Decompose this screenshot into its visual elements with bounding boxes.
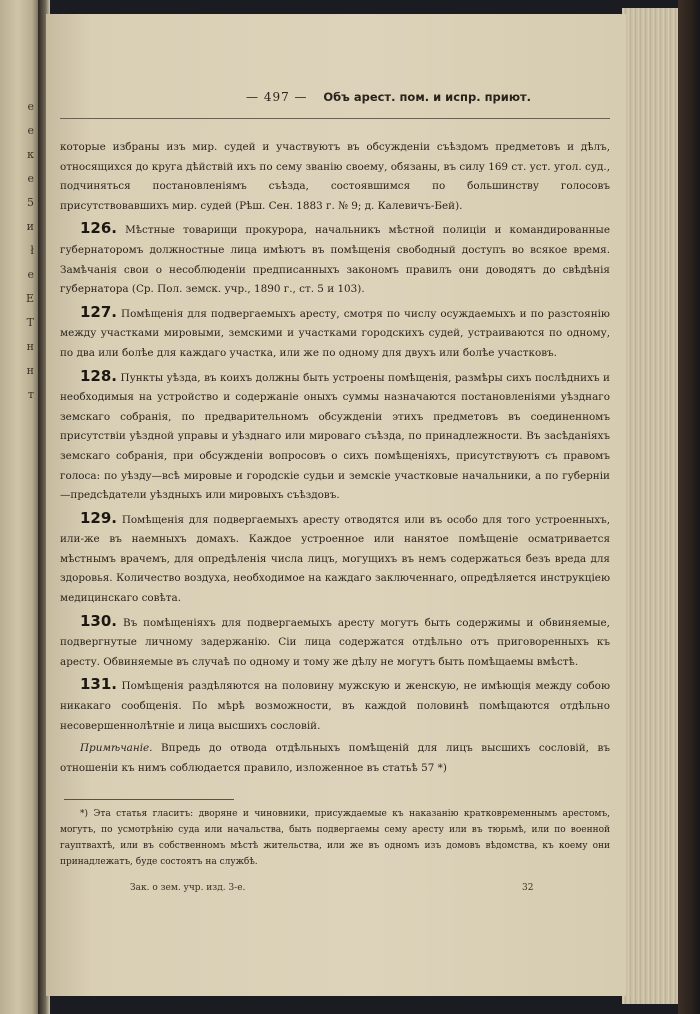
left-page-char: к: [27, 148, 34, 161]
article-paragraph: [60, 675, 610, 736]
signature-number: 32: [522, 883, 534, 893]
left-page-char: н: [26, 340, 34, 353]
article-number: 130.: [80, 611, 118, 630]
left-page-char: Е: [25, 292, 34, 305]
signature-mark: Зак. о зем. учр. изд. 3-е.: [130, 883, 246, 893]
paragraph-text: Помѣщенія для подвергаемыхъ аресту, смотря по числу осуждаемыхъ и по разстоянію между участками мировыми, земскими и участками городскихъ судей, устраиваются по одному, по два или болѣе для каждаго участка, или же по одному для двухъ или болѣе участковъ.: [60, 307, 610, 359]
paragraph-text: Мѣстные товарищи прокурора, начальникъ мѣстной полиціи и командированные губернаторомъ должностные лица имѣютъ въ помѣщенія свободный доступъ во всякое время. Замѣчанія свои о несоблюденіи предписанныхъ закономъ правилъ они доводятъ до свѣдѣнія губернатора (Ср. Пол. земск. учр., 1890 г., ст. 5 и 103).: [60, 224, 610, 296]
paragraph-text: которые избраны изъ мир. судей и участвуютъ въ обсужденіи съѣздомъ предметовъ и дѣлъ, относящихся до круга дѣйствій ихъ по сему званію своему, обязаны, въ силу 169 ст. уст. угол. суд., подчиняться постановленіямъ съѣзда, состоявшимся по большинству голосовъ присутствовавшихъ мир. судей (Рѣш. Сен. 1883 г. № 9; д. Калевичъ-Бей).: [60, 141, 610, 212]
left-page-char: е: [27, 172, 34, 185]
article-number: 127.: [80, 302, 118, 321]
continuation-paragraph: [60, 138, 610, 216]
footnote-rule: [64, 799, 234, 800]
left-facing-page: [0, 0, 40, 1014]
article-paragraph: [60, 367, 610, 506]
left-page-char: н: [26, 364, 34, 377]
article-paragraph: [60, 612, 610, 673]
book-page: [46, 14, 626, 996]
page-number: — 497 —: [246, 90, 308, 104]
article-number: 131.: [80, 675, 118, 694]
paragraph-text: Помѣщенія раздѣляются на половину мужскую и женскую, не имѣющія между собою никакаго сообщенія. По мѣрѣ возможности, въ каждой половинѣ помѣщаются отдѣльно несовершеннолѣтніе и лица высшихъ сословій.: [60, 680, 610, 732]
article-paragraph: [60, 303, 610, 364]
page-body: [60, 138, 610, 778]
left-page-margin-text: [6, 95, 34, 407]
left-page-char: 5: [27, 196, 34, 209]
article-number: 126.: [80, 219, 118, 238]
book-cover-edge: [678, 0, 700, 1014]
paragraph-text: Пункты уѣзда, въ коихъ должны быть устроены помѣщенія, размѣры сихъ послѣднихъ и необходимыя на устройство и содержаніе оныхъ суммы назначаются постановленіями уѣзднаго земскаго собранія, по предварительномъ обсужденіи этихъ предметовъ въ соединенномъ присутствіи уѣздной управы и уѣзднаго или мироваго съѣзда, по принадлежности. Въ засѣданіяхъ земскаго собранія, при обсужденіи вопросовъ о сихъ помѣщеніяхъ, присутствуютъ съ правомъ голоса: по уѣзду—всѣ мировые и городскіе судьи и земскіе участковые начальники, а по губерніи—предсѣдатели уѣздныхъ или мировыхъ съѣздовъ.: [60, 371, 610, 502]
header-rule: [60, 118, 610, 119]
note-paragraph: [60, 739, 610, 778]
article-paragraph: [60, 509, 610, 609]
left-page-char: e: [27, 124, 34, 137]
page-block-edge: [622, 8, 680, 1004]
footnote: [60, 806, 610, 870]
left-page-char: ł: [30, 244, 34, 257]
running-title: Объ арест. пом. и испр. приют.: [323, 90, 532, 104]
note-label: Примѣчаніе.: [80, 742, 153, 755]
left-page-char: e: [27, 100, 34, 113]
left-page-char: и: [26, 220, 34, 233]
article-number: 129.: [80, 508, 118, 527]
article-paragraph: [60, 219, 610, 299]
footnote-text: *) Эта статья гласитъ: дворяне и чиновники, присуждаемые къ наказанію кратковременнымъ арестомъ, могутъ, по усмотрѣнію суда или начальства, быть подвергаемы сему аресту или въ тюрьмѣ, или по военной гауптвахтѣ, или въ собственномъ мѣстѣ жительства, или же въ одномъ изъ домовъ вѣдомства, къ коему они принадлежатъ, буде состоятъ на службѣ.: [60, 809, 610, 867]
paragraph-text: Впредь до отвода отдѣльныхъ помѣщеній для лицъ высшихъ сословій, въ отношеніи къ нимъ соблюдается правило, изложенное въ статьѣ 57 *): [60, 742, 610, 774]
signature-line: [60, 883, 610, 899]
running-header: [246, 90, 616, 110]
left-page-char: Т: [26, 316, 34, 329]
paragraph-text: Помѣщенія для подвергаемыхъ аресту отводятся или въ особо для того устроенныхъ, или-же въ наемныхъ домахъ. Каждое устроенное или нанятое помѣщеніе осматривается мѣстнымъ врачемъ, для опредѣленія числа лицъ, могущихъ въ немъ содержаться безъ вреда для здоровья. Количество воздуха, необходимое на каждаго заключеннаго, опредѣляется инструкціею медицинскаго совѣта.: [60, 513, 610, 605]
left-page-char: т: [27, 388, 34, 401]
article-number: 128.: [80, 366, 118, 385]
paragraph-text: Въ помѣщеніяхъ для подвергаемыхъ аресту могутъ быть содержимы и обвиняемые, подвергнутые личному задержанію. Сіи лица содержатся отдѣльно отъ приговоренныхъ къ аресту. Обвиняемые въ случаѣ по одному и тому же дѣлу не могутъ быть помѣщаемы вмѣстѣ.: [60, 616, 610, 668]
left-page-char: e: [27, 268, 34, 281]
